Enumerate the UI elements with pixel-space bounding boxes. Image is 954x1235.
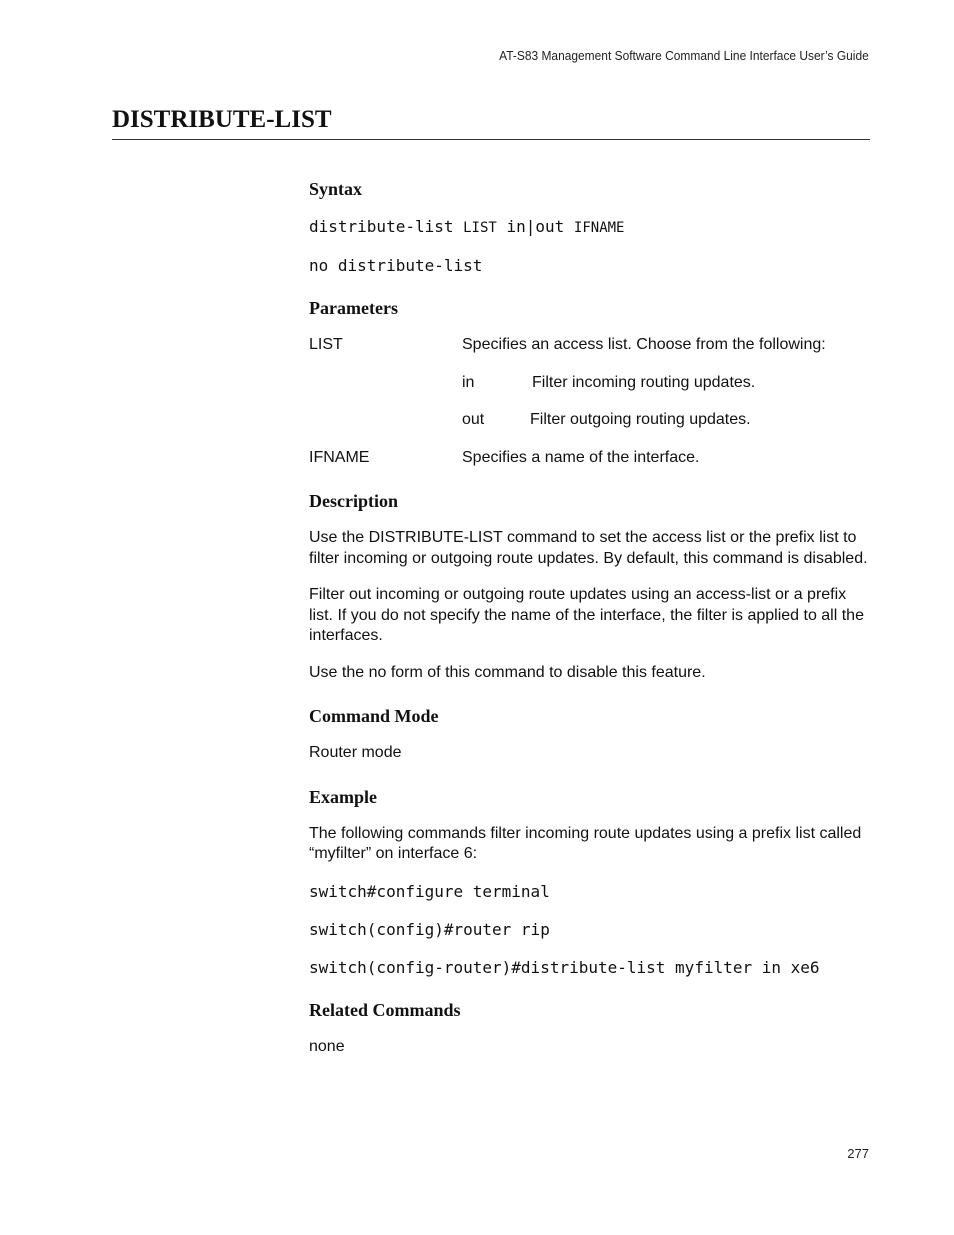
syntax-in-out: in|out: [496, 217, 574, 236]
related-commands-text: none: [309, 1037, 345, 1055]
syntax-arg-list: LIST: [463, 220, 497, 236]
option-desc-out: Filter outgoing routing updates.: [530, 411, 751, 428]
param-option-in: [462, 373, 871, 394]
param-name-ifname: IFNAME: [309, 448, 370, 466]
param-row-ifname: [309, 448, 871, 469]
example-line-1: switch#configure terminal: [309, 881, 550, 901]
example-line-2: switch(config)#router rip: [309, 919, 550, 939]
example-line-3: switch(config-router)#distribute-list myfilter in xe6: [309, 957, 820, 977]
description-heading: Description: [309, 491, 398, 511]
main-content: [309, 178, 871, 1073]
description-paragraph-2: Filter out incoming or outgoing route updates using an access-list or a prefix list. If you do not specify the name of the interface, the filter is applied to all the interfaces.: [309, 586, 864, 644]
syntax-heading: Syntax: [309, 179, 363, 199]
option-desc-in: Filter incoming routing updates.: [532, 373, 756, 391]
page-title: DISTRIBUTE-LIST: [112, 106, 332, 133]
param-row-list: [309, 335, 871, 356]
parameters-heading: Parameters: [309, 298, 398, 318]
description-paragraph-1: Use the DISTRIBUTE-LIST command to set the access list or the prefix list to filter incoming or outgoing route updates. By default, this command is disabled.: [309, 529, 868, 567]
syntax-arg-ifname: IFNAME: [573, 220, 625, 236]
option-name-in: in: [462, 373, 475, 391]
example-intro: The following commands filter incoming route updates using a prefix list called “myfilter” on interface 6:: [309, 824, 862, 862]
syntax-line-1: [309, 216, 871, 239]
syntax-command: distribute-list: [309, 217, 464, 236]
param-name-list: LIST: [309, 336, 343, 353]
running-header: AT-S83 Management Software Command Line Interface User’s Guide: [499, 48, 869, 63]
related-commands-heading: Related Commands: [309, 999, 461, 1020]
syntax-line-2: no distribute-list: [309, 256, 483, 275]
param-option-out: [462, 410, 871, 431]
command-mode-text: Router mode: [309, 744, 402, 761]
example-heading: Example: [309, 786, 378, 807]
param-desc-list: Specifies an access list. Choose from the following:: [462, 336, 826, 353]
title-rule: [112, 139, 870, 140]
page-number: 277: [847, 1146, 869, 1161]
command-mode-heading: Command Mode: [309, 706, 439, 726]
description-paragraph-3: Use the no form of this command to disable this feature.: [309, 663, 706, 681]
param-desc-ifname: Specifies a name of the interface.: [462, 448, 700, 466]
option-name-out: out: [462, 411, 485, 428]
